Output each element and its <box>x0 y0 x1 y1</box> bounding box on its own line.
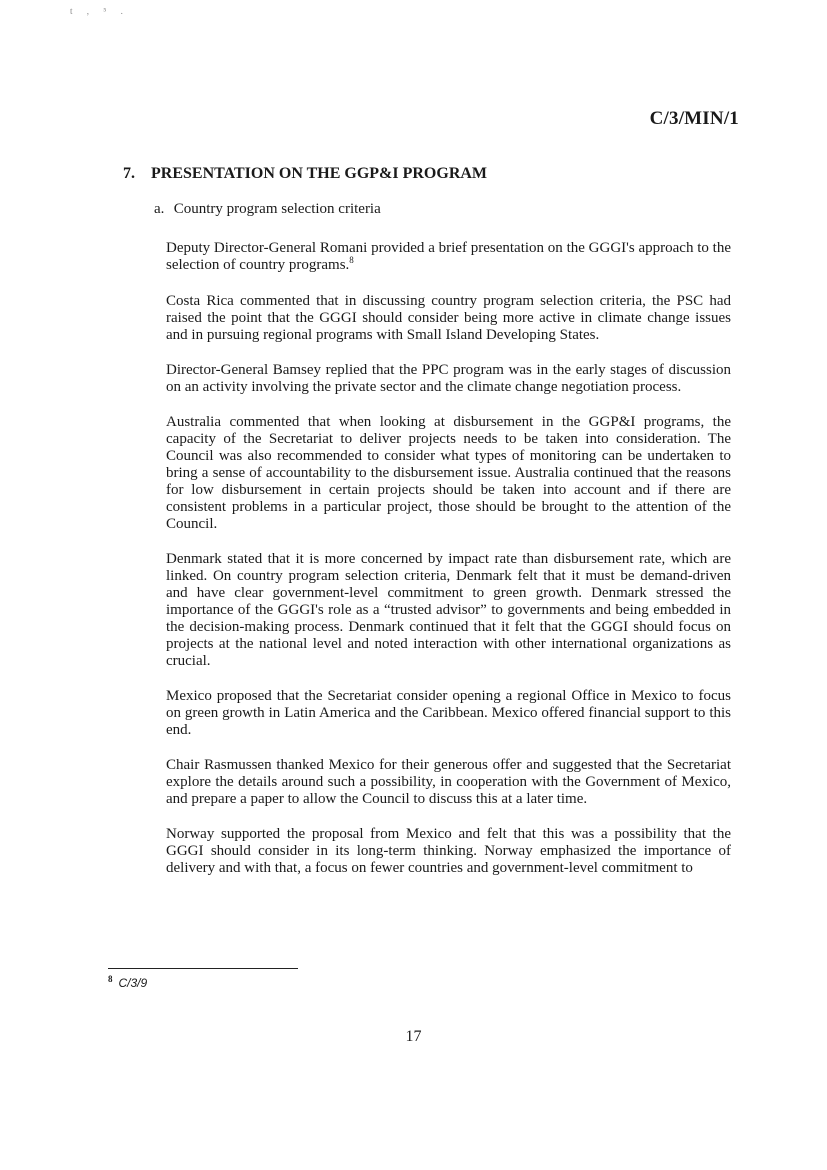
section-title: PRESENTATION ON THE GGP&I PROGRAM <box>151 165 488 182</box>
paragraph-norway: Norway supported the proposal from Mexico and felt that this was a possibility that the GGGI should consider in its long-term thinking. Norway emphasized the importance of delivery and with that, a focus on fewer countries and government-level commitment to <box>166 826 731 876</box>
paragraph-costa-rica: Costa Rica commented that in discussing country program selection criteria, the PSC had raised the point that the GGGI should consider being more active in climate change issues and in pursuing regional programs with Small Island Developing States. <box>166 293 731 343</box>
sub-heading <box>154 201 381 218</box>
footnote <box>108 974 147 991</box>
footnote-reference: 8 <box>349 255 354 265</box>
footnote-divider <box>108 968 298 969</box>
section-number: 7. <box>123 165 135 182</box>
paragraph-romani <box>166 240 731 274</box>
paragraph-mexico: Mexico proposed that the Secretariat consider opening a regional Office in Mexico to focus on green growth in Latin America and the Caribbean. Mexico offered financial support to this end. <box>166 688 731 738</box>
paragraph-bamsey: Director-General Bamsey replied that the PPC program was in the early stages of discussion on an activity involving the private sector and the climate change negotiation process. <box>166 362 731 395</box>
scan-artifact-marks: t , ⁵ . <box>70 6 129 16</box>
body-text <box>166 240 731 895</box>
sub-heading-title: Country program selection criteria <box>173 201 381 217</box>
footnote-mark: 8 <box>108 974 113 984</box>
paragraph-denmark: Denmark stated that it is more concerned by impact rate than disbursement rate, which are linked. On country program selection criteria, Denmark felt that it must be demand-driven and have clear government-level commitment to green growth. Denmark stressed the importance of the GGGI's role as a “trusted advisor” to governments and being embedded in the decision-making process. Denmark continued that it felt that the GGGI should focus on projects at the national level and noted interaction with other international organizations as crucial. <box>166 551 731 669</box>
paragraph-text: Deputy Director-General Romani provided a brief presentation on the GGGI's approach to the selection of country programs. <box>166 240 731 273</box>
document-reference: C/3/MIN/1 <box>649 108 739 129</box>
paragraph-chair-rasmussen: Chair Rasmussen thanked Mexico for their generous offer and suggested that the Secretariat explore the details around such a possibility, in cooperation with the Government of Mexico, and prepare a paper to allow the Council to discuss this at a later time. <box>166 757 731 807</box>
footnote-text: C/3/9 <box>118 976 148 990</box>
paragraph-australia: Australia commented that when looking at disbursement in the GGP&I programs, the capacity of the Secretariat to deliver projects needs to be taken into consideration. The Council was also recommended to consider what types of monitoring can be undertaken to bring a sense of accountability to the disbursement issue. Australia continued that the reasons for low disbursement in certain projects should be taken into account and if there are consistent problems in a particular project, those should be brought to the attention of the Council. <box>166 414 731 532</box>
sub-heading-letter: a. <box>154 201 165 217</box>
section-heading <box>123 165 683 183</box>
page-number: 17 <box>405 1028 422 1045</box>
